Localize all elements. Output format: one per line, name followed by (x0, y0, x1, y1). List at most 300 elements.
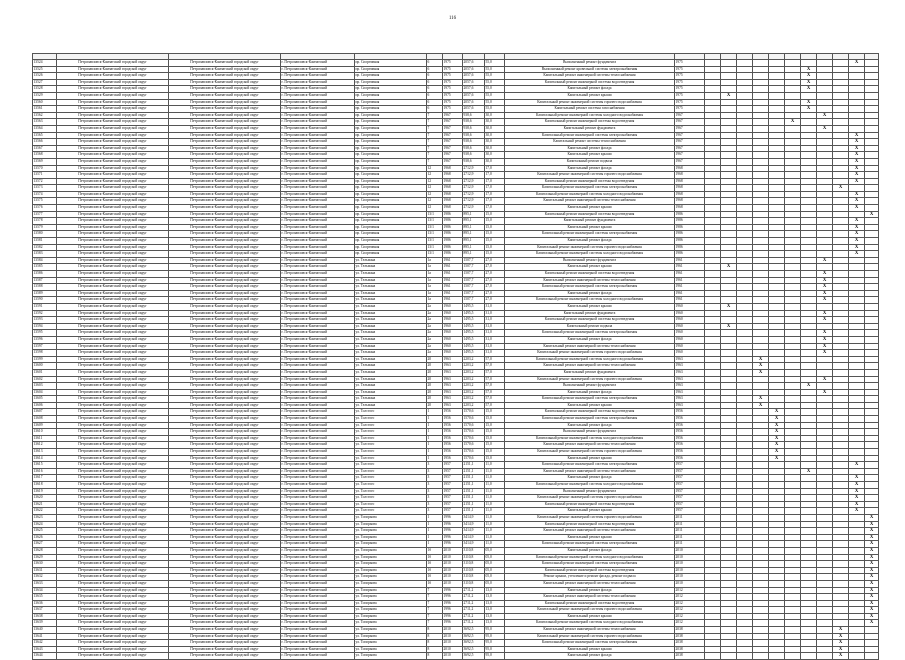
cell-mark (849, 264, 865, 271)
cell-id: 13594 (33, 323, 57, 330)
cell-area: 3110,8 (463, 567, 485, 574)
cell-work: Капитальный ремонт инженерной системы теплоснабжения (505, 627, 675, 634)
cell-mark (785, 653, 801, 660)
cell-plan: 1963 (675, 402, 705, 409)
cell-mark: X (849, 139, 865, 146)
cell-id: 13569 (33, 158, 57, 165)
cell-okrug: Петропавловск-Камчатский городской округ (57, 442, 169, 449)
cell-mark (833, 172, 849, 179)
cell-street: пр. Спортивная (355, 86, 427, 93)
cell-mark (849, 422, 865, 429)
cell-mark: X (769, 455, 785, 462)
cell-year: 1996 (443, 541, 463, 548)
cell-mark (785, 402, 801, 409)
cell-id: 13525 (33, 66, 57, 73)
cell-area: 2203,2 (463, 363, 485, 370)
cell-mark (753, 224, 769, 231)
cell-flats: 57,0 (485, 356, 505, 363)
cell-mark (801, 514, 817, 521)
cell-city: г. Петропавловск-Камчатский (281, 271, 355, 278)
cell-mark (753, 284, 769, 291)
cell-year: 2010 (443, 580, 463, 587)
cell-street: ул. Толстого (355, 495, 427, 502)
cell-mark (833, 79, 849, 86)
table-row (33, 165, 879, 172)
cell-id: 13621 (33, 501, 57, 508)
cell-mark (753, 330, 769, 337)
cell-mark (753, 165, 769, 172)
cell-street: пр. Спортивная (355, 92, 427, 99)
cell-mark: X (769, 409, 785, 416)
cell-mark (705, 633, 721, 640)
cell-street: ул. Тельмана (355, 350, 427, 357)
cell-mark (817, 409, 833, 416)
cell-mark (705, 218, 721, 225)
cell-mo: Петропавловск-Камчатский городской округ (169, 198, 281, 205)
cell-mark (737, 119, 753, 126)
cell-mark (801, 508, 817, 515)
table-row (33, 442, 879, 449)
cell-city: г. Петропавловск-Камчатский (281, 238, 355, 245)
cell-street: пр. Спортивная (355, 224, 427, 231)
cell-street: ул. Топоркова (355, 640, 427, 647)
cell-mark (817, 383, 833, 390)
cell-city: г. Петропавловск-Камчатский (281, 106, 355, 113)
cell-city: г. Петропавловск-Камчатский (281, 435, 355, 442)
cell-mark (721, 627, 737, 634)
cell-city: г. Петропавловск-Камчатский (281, 191, 355, 198)
cell-mark: X (865, 514, 879, 521)
cell-city: г. Петропавловск-Камчатский (281, 402, 355, 409)
cell-city: г. Петропавловск-Камчатский (281, 534, 355, 541)
cell-id: 13598 (33, 350, 57, 357)
cell-mark (753, 172, 769, 179)
cell-mark (769, 482, 785, 489)
cell-mark (785, 508, 801, 515)
cell-house: 3 (427, 508, 443, 515)
cell-mark (769, 165, 785, 172)
cell-mark (705, 613, 721, 620)
table-row (33, 389, 879, 396)
cell-mark (705, 482, 721, 489)
cell-city: г. Петропавловск-Камчатский (281, 455, 355, 462)
cell-plan: 1967 (675, 112, 705, 119)
cell-mark (801, 251, 817, 258)
cell-mark (817, 607, 833, 614)
cell-mark: X (721, 303, 737, 310)
table-row (33, 172, 879, 179)
table-row (33, 396, 879, 403)
cell-mark (833, 547, 849, 554)
cell-mark (737, 528, 753, 535)
cell-okrug: Петропавловск-Камчатский городской округ (57, 468, 169, 475)
cell-id: 13625 (33, 528, 57, 535)
cell-mark (865, 330, 879, 337)
cell-mark (833, 99, 849, 106)
cell-mark (865, 369, 879, 376)
cell-flats: 15,0 (485, 449, 505, 456)
cell-city: г. Петропавловск-Камчатский (281, 514, 355, 521)
cell-plan: 1967 (675, 158, 705, 165)
cell-mark (833, 330, 849, 337)
cell-mark (753, 567, 769, 574)
cell-area: 2151,1 (463, 475, 485, 482)
cell-mark (753, 646, 769, 653)
cell-mark (801, 482, 817, 489)
cell-mark: X (817, 271, 833, 278)
cell-area: 2203,2 (463, 383, 485, 390)
cell-mark (801, 271, 817, 278)
cell-house: 12 (427, 198, 443, 205)
cell-mark (769, 218, 785, 225)
cell-mark (737, 172, 753, 179)
cell-mo: Петропавловск-Камчатский городской округ (169, 547, 281, 554)
cell-mark (753, 86, 769, 93)
cell-street: ул. Толстого (355, 455, 427, 462)
cell-mark (753, 185, 769, 192)
cell-mark (865, 106, 879, 113)
table-row (33, 112, 879, 119)
cell-work: Капитальный ремонт инженерной системы горячего водоснабжения (505, 495, 675, 502)
cell-mark (769, 99, 785, 106)
cell-mark: X (865, 613, 879, 620)
cell-mark (705, 501, 721, 508)
cell-work: Капитальный ремонт фасада (505, 145, 675, 152)
cell-id: 13637 (33, 607, 57, 614)
cell-house: 2а (427, 317, 443, 324)
cell-okrug: Петропавловск-Камчатский городской округ (57, 541, 169, 548)
cell-work: Капитальный ремонт фасада (505, 653, 675, 660)
cell-mark (705, 521, 721, 528)
cell-mark (785, 627, 801, 634)
cell-street: ул. Топоркова (355, 607, 427, 614)
cell-year: 1956 (443, 422, 463, 429)
cell-year: 1996 (443, 521, 463, 528)
cell-mark (721, 158, 737, 165)
cell-mark (769, 646, 785, 653)
cell-okrug: Петропавловск-Камчатский городской округ (57, 139, 169, 146)
cell-mark (769, 396, 785, 403)
cell-year: 1986 (443, 238, 463, 245)
table-row (33, 211, 879, 218)
cell-mark (721, 554, 737, 561)
cell-mark: X (801, 99, 817, 106)
cell-mark (753, 468, 769, 475)
cell-year: 1975 (443, 60, 463, 67)
cell-mo: Петропавловск-Камчатский городской округ (169, 284, 281, 291)
cell-mark (833, 277, 849, 284)
cell-mark (737, 257, 753, 264)
cell-id: 13577 (33, 211, 57, 218)
cell-mark (753, 66, 769, 73)
cell-mark (849, 396, 865, 403)
cell-work: Капитальный ремонт инженерной системы электроснабжения (505, 185, 675, 192)
cell-street: ул. Тельмана (355, 284, 427, 291)
cell-mark (801, 350, 817, 357)
cell-mark (833, 528, 849, 535)
cell-mo: Петропавловск-Камчатский городской округ (169, 152, 281, 159)
cell-house: 1 (427, 534, 443, 541)
cell-mark (801, 528, 817, 535)
cell-house: 1 (427, 514, 443, 521)
cell-work: Капитальный ремонт крыши (505, 508, 675, 515)
cell-mark (833, 251, 849, 258)
cell-id: 13602 (33, 376, 57, 383)
cell-id: 13630 (33, 561, 57, 568)
cell-mark (785, 607, 801, 614)
table-row (33, 600, 879, 607)
cell-flats: 31,0 (485, 343, 505, 350)
cell-okrug: Петропавловск-Камчатский городской округ (57, 482, 169, 489)
cell-mark (721, 330, 737, 337)
cell-mark (785, 125, 801, 132)
cell-mark: X (849, 224, 865, 231)
cell-mark (769, 534, 785, 541)
cell-year: 1956 (443, 435, 463, 442)
cell-okrug: Петропавловск-Камчатский городской округ (57, 356, 169, 363)
cell-id: 13563 (33, 119, 57, 126)
cell-flats: 57,0 (485, 389, 505, 396)
cell-okrug: Петропавловск-Камчатский городской округ (57, 627, 169, 634)
cell-mo: Петропавловск-Камчатский городской округ (169, 99, 281, 106)
cell-id: 13620 (33, 495, 57, 502)
cell-mark (721, 633, 737, 640)
cell-year: 2010 (443, 561, 463, 568)
cell-mark (705, 455, 721, 462)
cell-mark (817, 501, 833, 508)
cell-mark (801, 152, 817, 159)
cell-plan: 1986 (675, 224, 705, 231)
cell-mark (865, 396, 879, 403)
cell-area: 2203,2 (463, 402, 485, 409)
cell-mark (865, 191, 879, 198)
cell-mark (817, 455, 833, 462)
cell-mark (849, 402, 865, 409)
cell-year: 1996 (443, 587, 463, 594)
cell-mark (849, 112, 865, 119)
cell-flats: 30,0 (485, 119, 505, 126)
table-row (33, 383, 879, 390)
cell-work: Капитальный ремонт инженерной системы водоотведения (505, 521, 675, 528)
cell-mark (785, 158, 801, 165)
cell-mark (865, 244, 879, 251)
cell-mark (785, 343, 801, 350)
cell-flats: 55,0 (485, 99, 505, 106)
cell-id: 13592 (33, 310, 57, 317)
cell-house: 1б (427, 554, 443, 561)
cell-city: г. Петропавловск-Камчатский (281, 475, 355, 482)
cell-mark (801, 409, 817, 416)
cell-mark (849, 613, 865, 620)
cell-street: ул. Тельмана (355, 369, 427, 376)
cell-plan: 2011 (675, 514, 705, 521)
cell-mark (705, 422, 721, 429)
cell-year: 1963 (443, 356, 463, 363)
cell-mark (769, 125, 785, 132)
cell-mark (817, 495, 833, 502)
cell-flats: 17,0 (485, 172, 505, 179)
cell-mark (849, 547, 865, 554)
cell-mark (753, 534, 769, 541)
cell-flats: 15,0 (485, 231, 505, 238)
cell-mo: Петропавловск-Камчатский городской округ (169, 416, 281, 423)
cell-okrug: Петропавловск-Камчатский городской округ (57, 125, 169, 132)
cell-house: 1 (427, 442, 443, 449)
cell-plan: 1956 (675, 435, 705, 442)
cell-flats: 31,0 (485, 310, 505, 317)
cell-plan: 2011 (675, 521, 705, 528)
cell-mark (737, 561, 753, 568)
cell-area: 3414,9 (463, 541, 485, 548)
cell-mark (785, 514, 801, 521)
cell-mark (833, 587, 849, 594)
cell-id: 13578 (33, 218, 57, 225)
cell-mark (865, 640, 879, 647)
cell-area: 2712,9 (463, 165, 485, 172)
cell-mark (737, 145, 753, 152)
cell-mark (721, 79, 737, 86)
cell-mark (769, 620, 785, 627)
cell-city: г. Петропавловск-Камчатский (281, 653, 355, 660)
cell-mark (865, 60, 879, 67)
cell-street: ул. Толстого (355, 501, 427, 508)
cell-mo: Петропавловск-Камчатский городской округ (169, 435, 281, 442)
cell-area: 3110,8 (463, 561, 485, 568)
cell-flats: 55,0 (485, 106, 505, 113)
cell-mark (865, 99, 879, 106)
cell-id: 13590 (33, 297, 57, 304)
cell-plan: 1956 (675, 416, 705, 423)
cell-mark (833, 462, 849, 469)
cell-mark (865, 165, 879, 172)
table-row (33, 580, 879, 587)
cell-mark (785, 79, 801, 86)
cell-year: 1967 (443, 119, 463, 126)
cell-mark (785, 363, 801, 370)
cell-mark (769, 574, 785, 581)
cell-plan: 1963 (675, 396, 705, 403)
cell-plan: 1957 (675, 462, 705, 469)
cell-work: Капитальный ремонт крыши (505, 152, 675, 159)
cell-work: Капитальный ремонт инженерной системы электроснабжения (505, 231, 675, 238)
cell-mark (769, 613, 785, 620)
cell-year: 1975 (443, 73, 463, 80)
cell-mo: Петропавловск-Камчатский городской округ (169, 178, 281, 185)
cell-mark (833, 600, 849, 607)
cell-year: 1960 (443, 310, 463, 317)
cell-mark (721, 442, 737, 449)
cell-mark (801, 211, 817, 218)
cell-mo: Петропавловск-Камчатский городской округ (169, 145, 281, 152)
cell-mark (705, 211, 721, 218)
cell-id: 13606 (33, 402, 57, 409)
cell-work: Капитальный ремонт крыши (505, 613, 675, 620)
cell-mark (817, 218, 833, 225)
cell-mark (753, 547, 769, 554)
cell-mark (833, 343, 849, 350)
cell-mark (753, 132, 769, 139)
cell-mark (769, 132, 785, 139)
cell-street: ул. Топоркова (355, 528, 427, 535)
cell-city: г. Петропавловск-Камчатский (281, 211, 355, 218)
cell-flats: 30,0 (485, 139, 505, 146)
cell-mark (817, 547, 833, 554)
cell-mark: X (769, 442, 785, 449)
cell-mark: X (849, 482, 865, 489)
cell-mark (705, 257, 721, 264)
cell-mark (753, 607, 769, 614)
cell-okrug: Петропавловск-Камчатский городской округ (57, 495, 169, 502)
cell-area: 2151,1 (463, 462, 485, 469)
cell-city: г. Петропавловск-Камчатский (281, 257, 355, 264)
cell-mark (849, 653, 865, 660)
cell-mark (849, 435, 865, 442)
cell-mark (785, 369, 801, 376)
cell-okrug: Петропавловск-Камчатский городской округ (57, 158, 169, 165)
cell-plan: 1957 (675, 508, 705, 515)
cell-okrug: Петропавловск-Камчатский городской округ (57, 594, 169, 601)
cell-house: 1 (427, 435, 443, 442)
cell-mo: Петропавловск-Камчатский городской округ (169, 620, 281, 627)
cell-mark (865, 205, 879, 212)
cell-area: 938,6 (463, 112, 485, 119)
cell-mark (849, 257, 865, 264)
cell-mark (833, 383, 849, 390)
cell-mark (785, 574, 801, 581)
cell-mark (817, 567, 833, 574)
cell-mark (769, 92, 785, 99)
cell-mark: X (769, 429, 785, 436)
cell-plan: 2010 (675, 580, 705, 587)
cell-id: 13629 (33, 554, 57, 561)
cell-mark (801, 132, 817, 139)
cell-mark (737, 600, 753, 607)
cell-id: 13640 (33, 627, 57, 634)
cell-year: 1967 (443, 152, 463, 159)
cell-mark (833, 86, 849, 93)
cell-year: 1963 (443, 389, 463, 396)
cell-flats: 55,0 (485, 86, 505, 93)
cell-work: Капитальный ремонт фасада (505, 547, 675, 554)
table-row (33, 198, 879, 205)
cell-mark: X (849, 205, 865, 212)
cell-area: 3414,9 (463, 521, 485, 528)
cell-mark (705, 594, 721, 601)
cell-street: ул. Толстого (355, 508, 427, 515)
cell-mark (769, 257, 785, 264)
cell-flats: 11,0 (485, 468, 505, 475)
cell-mark (817, 468, 833, 475)
cell-mark (801, 416, 817, 423)
cell-house: 1б (427, 567, 443, 574)
cell-mark: X (849, 488, 865, 495)
cell-work: Капитальный ремонт инженерной системы электроснабжения (505, 462, 675, 469)
cell-mark (753, 119, 769, 126)
cell-work: Капитальный ремонт системы теплоснабжения (505, 139, 675, 146)
cell-mark (849, 409, 865, 416)
cell-city: г. Петропавловск-Камчатский (281, 580, 355, 587)
cell-mark (785, 541, 801, 548)
cell-mark (801, 389, 817, 396)
cell-city: г. Петропавловск-Камчатский (281, 112, 355, 119)
cell-id: 13627 (33, 541, 57, 548)
cell-year: 1975 (443, 99, 463, 106)
cell-mark (785, 482, 801, 489)
cell-mark: X (833, 633, 849, 640)
cell-mark (753, 383, 769, 390)
cell-mark (801, 402, 817, 409)
cell-id: 13583 (33, 251, 57, 258)
